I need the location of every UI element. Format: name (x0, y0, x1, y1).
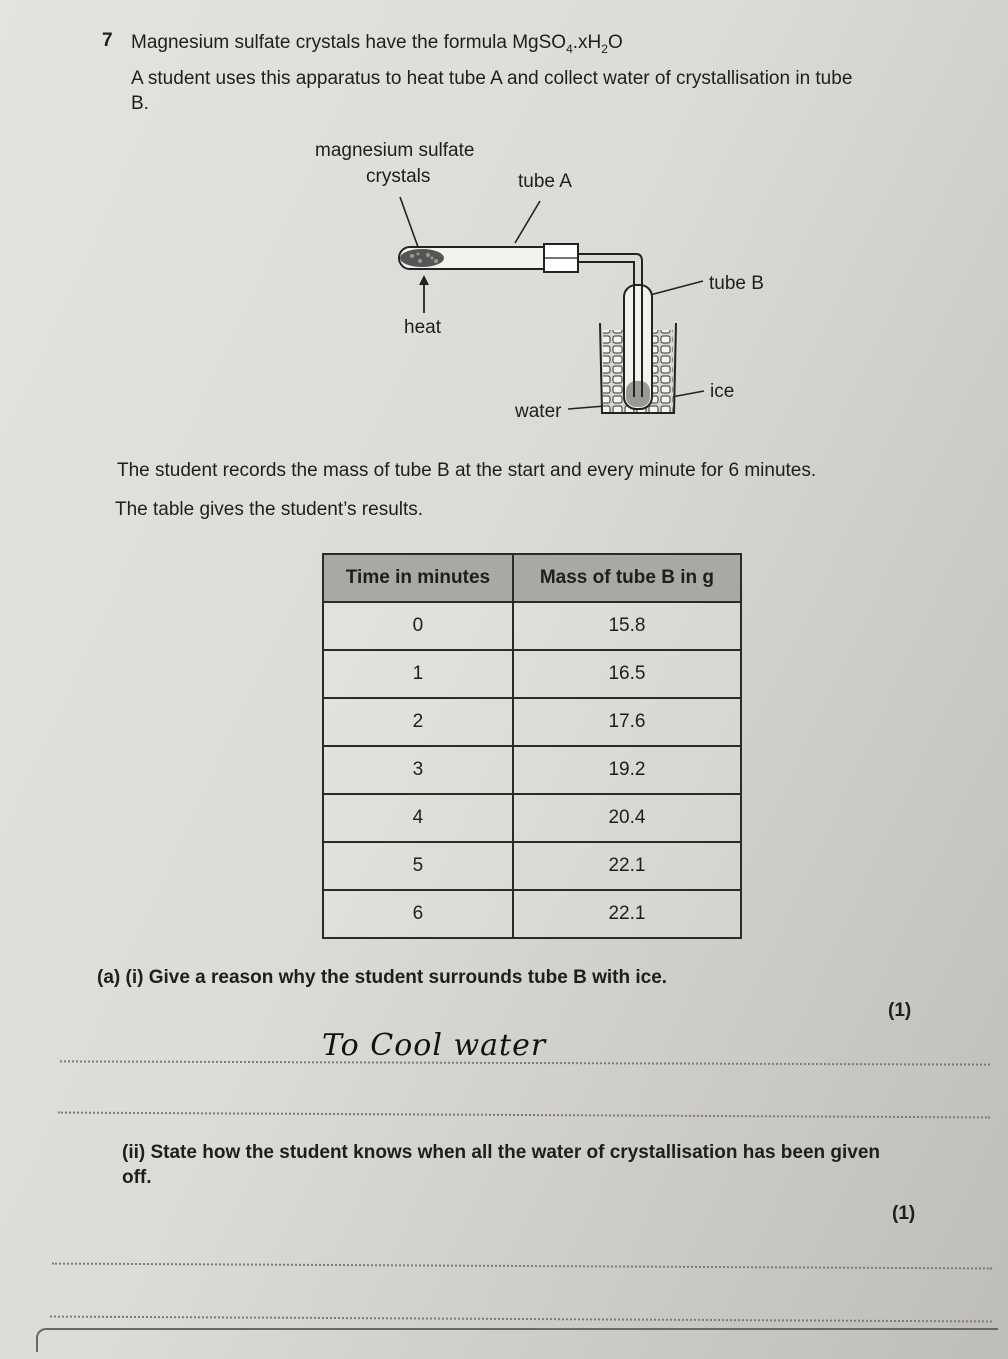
mass-cell: 16.5 (513, 650, 741, 698)
header-mass: Mass of tube B in g (513, 554, 741, 602)
table-row (323, 746, 741, 794)
mass-cell: 17.6 (513, 698, 741, 746)
question-intro (131, 30, 623, 62)
mass-cell: 19.2 (513, 746, 741, 794)
answer-line-1[interactable] (60, 1060, 990, 1065)
table-intro: The table gives the student’s results. (115, 499, 424, 520)
answer-line-2[interactable] (58, 1112, 990, 1119)
tube-b-leader-line (650, 281, 703, 295)
table-row (323, 698, 741, 746)
table-row (323, 842, 741, 890)
collected-water (626, 381, 650, 407)
formula-prefix: Magnesium sulfate crystals have the formula MgSO (131, 32, 567, 53)
time-cell: 3 (323, 746, 513, 794)
label-ice: ice (710, 381, 735, 402)
table-row (323, 602, 741, 650)
header-time: Time in minutes (323, 554, 513, 602)
time-cell: 5 (323, 842, 513, 890)
apparatus-diagram (300, 135, 820, 445)
table-header-row (323, 554, 741, 602)
results-table (322, 553, 742, 939)
part-a-ii-marks: (1) (892, 1203, 916, 1224)
tube-a-leader-line (515, 201, 540, 243)
formula-mid: .xH (572, 32, 602, 53)
label-tube-a: tube A (518, 171, 572, 192)
apparatus-drawing (300, 135, 820, 445)
part-a-i-question: (a) (i) Give a reason why the student surrounds tube B with ice. (97, 967, 668, 988)
table-row (323, 890, 741, 938)
time-cell: 6 (323, 890, 513, 938)
mass-cell: 22.1 (513, 890, 741, 938)
records-sentence: The student records the mass of tube B at the start and every minute for 6 minutes. (117, 460, 817, 481)
label-water: water (515, 401, 562, 422)
answer-line-4[interactable] (50, 1316, 992, 1323)
label-heat: heat (404, 317, 441, 338)
time-cell: 4 (323, 794, 513, 842)
label-tube-b: tube B (709, 273, 764, 294)
water-leader-line (568, 406, 605, 409)
time-cell: 0 (323, 602, 513, 650)
part-a-i-marks: (1) (888, 1000, 912, 1021)
mass-cell: 22.1 (513, 842, 741, 890)
formula-end: O (607, 32, 623, 53)
page-edge (36, 1328, 998, 1352)
question-number: 7 (102, 30, 113, 51)
mass-cell: 15.8 (513, 602, 741, 650)
formula-subscript-2: 2 (601, 41, 608, 56)
table-row (323, 794, 741, 842)
label-crystals: crystals (366, 166, 431, 187)
crystals-leader-line (400, 197, 418, 247)
part-a-ii-question: (ii) State how the student knows when all the water of crystallisation has been given off. (122, 1142, 881, 1188)
answer-line-3[interactable] (52, 1263, 992, 1270)
time-cell: 1 (323, 650, 513, 698)
table-row (323, 650, 741, 698)
question-paragraph: A student uses this apparatus to heat tube A and collect water of crystallisation in tube B. (131, 68, 853, 114)
formula-subscript-4: 4 (566, 41, 573, 56)
mass-cell: 20.4 (513, 794, 741, 842)
time-cell: 2 (323, 698, 513, 746)
magnesium-sulfate-crystals (400, 249, 444, 267)
handwritten-answer[interactable]: To Cool water (322, 1028, 547, 1063)
label-magnesium-sulfate: magnesium sulfate (315, 140, 475, 161)
